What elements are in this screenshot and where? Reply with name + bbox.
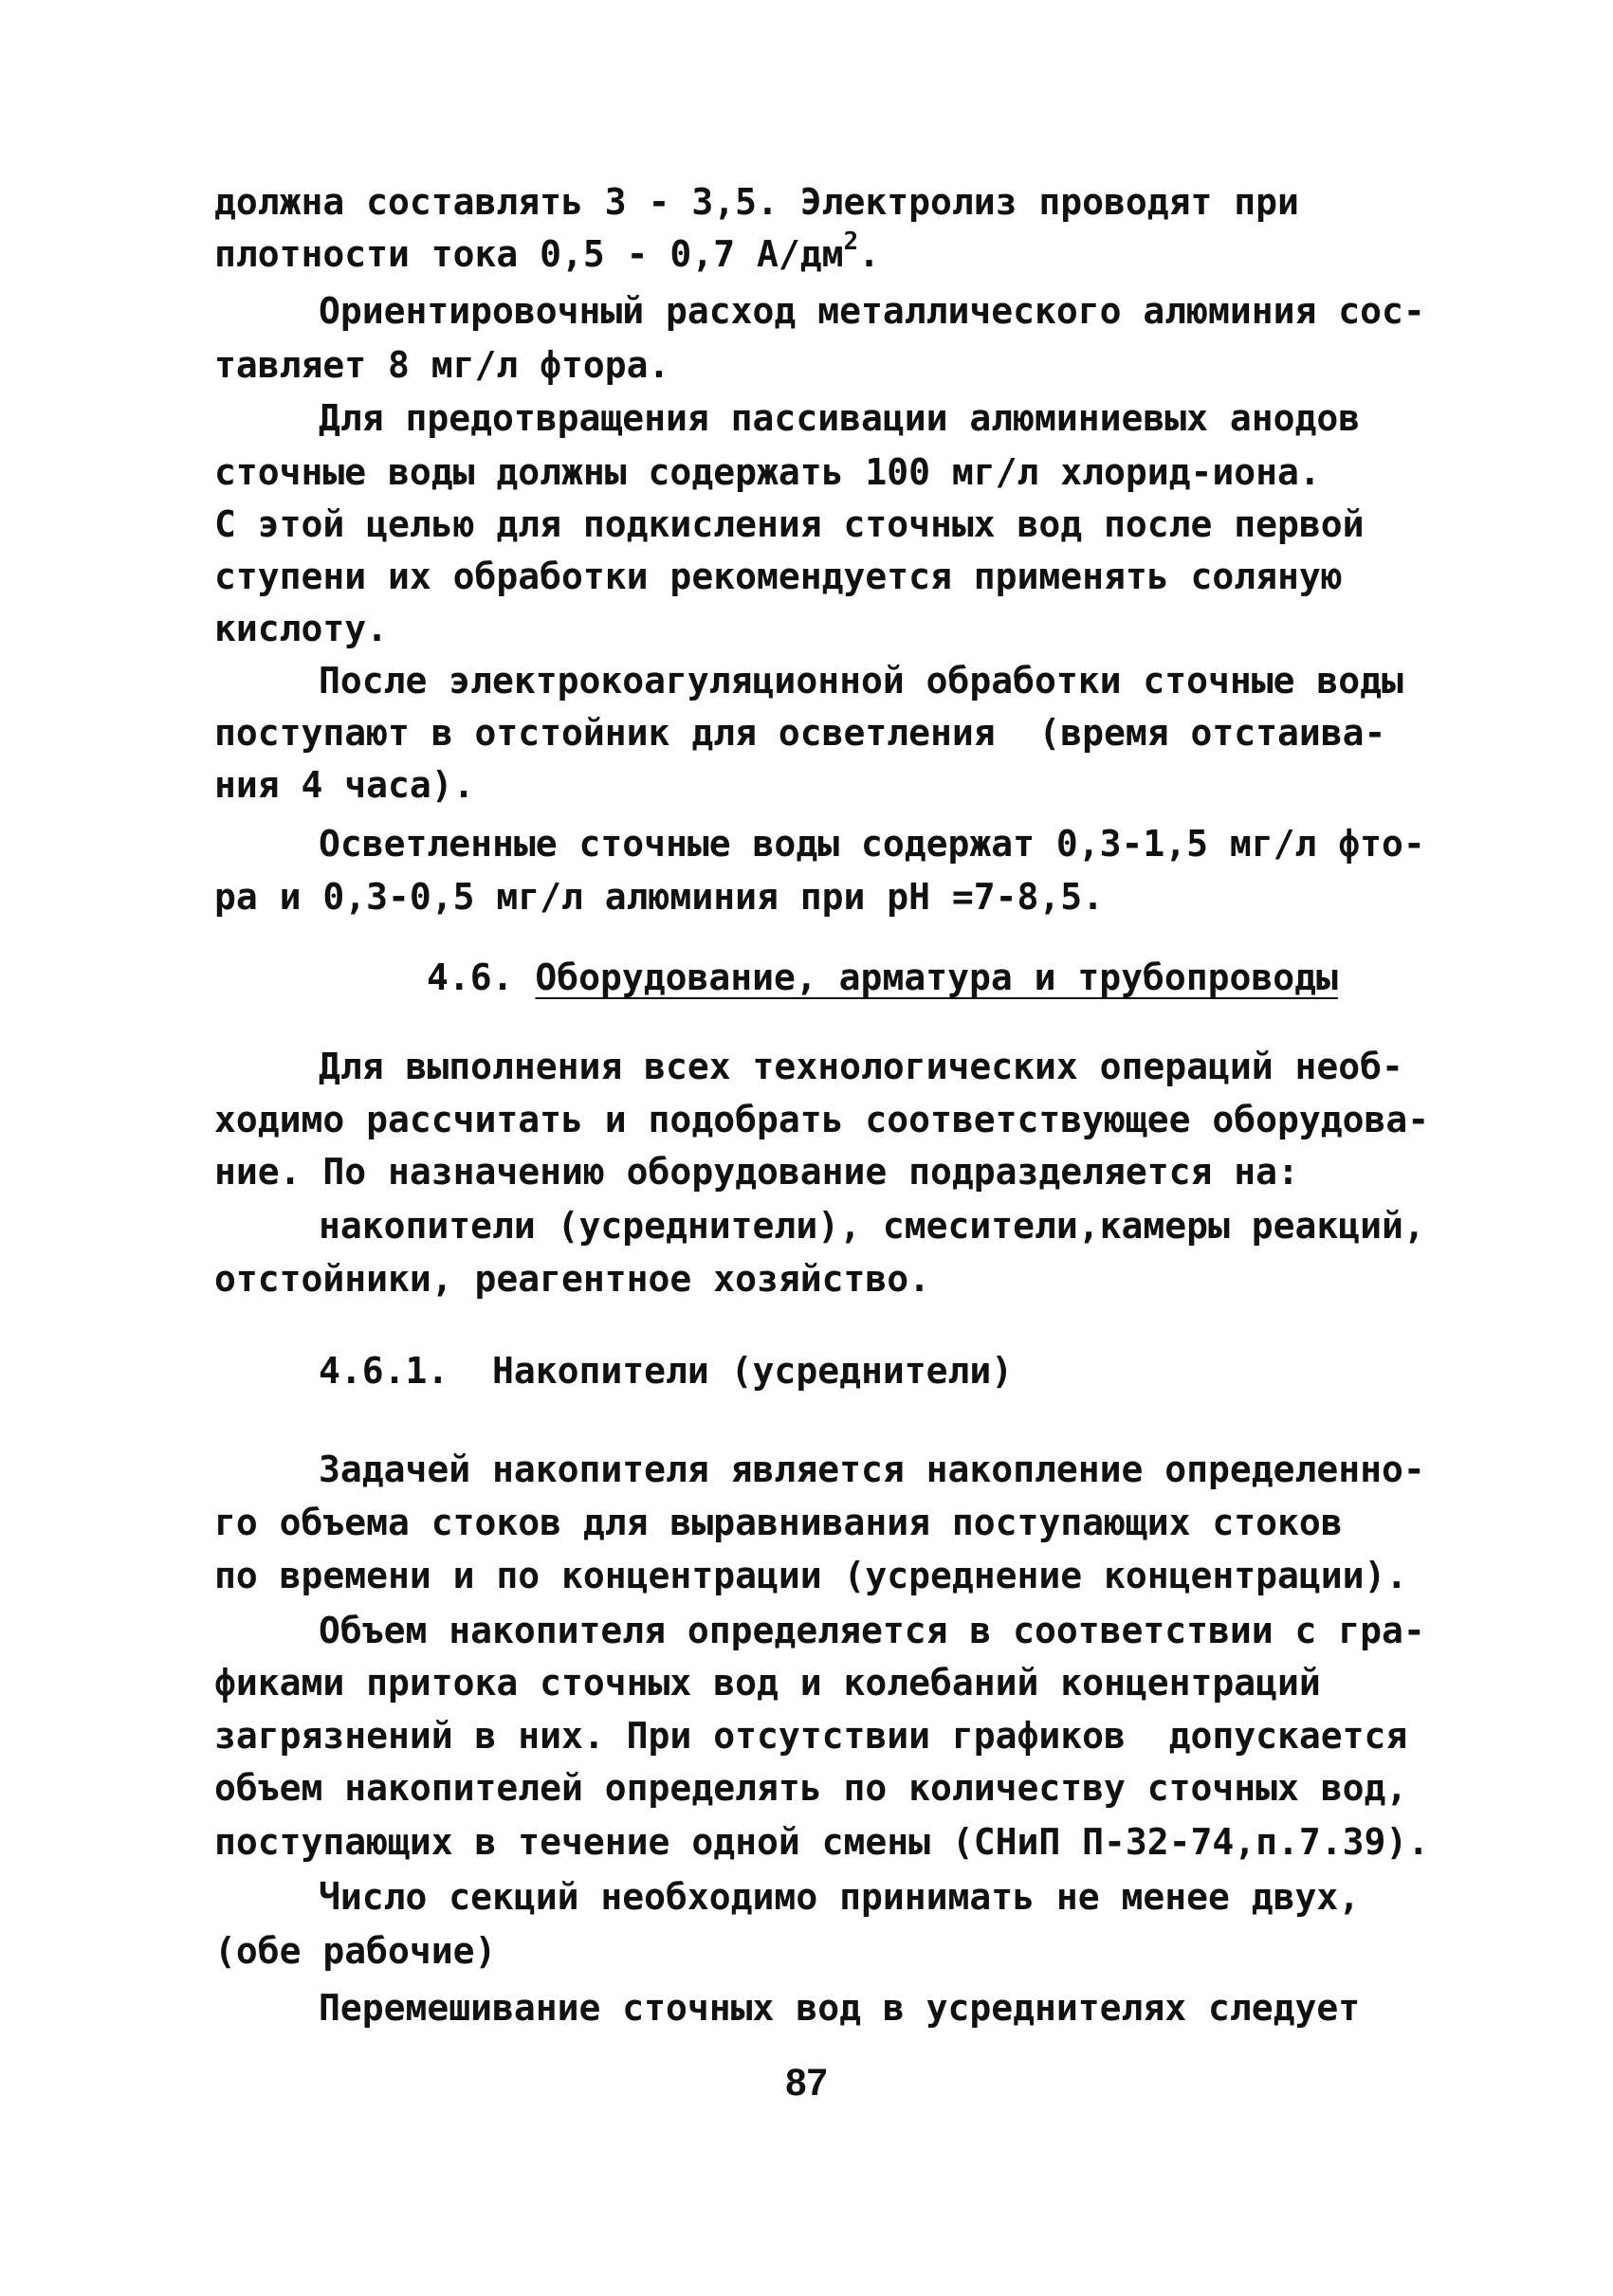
text-span: . [858, 233, 881, 275]
paragraph-first-line: Перемешивание сточных вод в усреднителях следует [319, 1987, 1361, 2029]
text-line: го объема стоков для выравнивания поступающих стоков [214, 1502, 1343, 1543]
text-line: ра и 0,3-0,5 мг/л алюминия при рН =7-8,5. [214, 876, 1104, 918]
paragraph-first-line: После электрокоагуляционной обработки сточные воды [319, 660, 1403, 702]
paragraph-first-line: Объем накопителя определяется в соответствии с гра- [319, 1610, 1425, 1651]
text-line: загрязнений в них. При отсутствии графиков допускается [214, 1715, 1408, 1757]
text-line: поступают в отстойник для осветления (время отстаива- [214, 712, 1386, 754]
text-line: тавляет 8 мг/л фтора. [214, 344, 670, 386]
paragraph-first-line: Задачей накопителя является накопление определенно- [319, 1449, 1425, 1490]
text-line: фиками притока сточных вод и колебаний концентраций [214, 1662, 1321, 1704]
text-line: накопители (усреднители), смесители,камеры реакций, [319, 1205, 1425, 1247]
text-line: С этой целью для подкисления сточных вод после первой [214, 503, 1365, 545]
paragraph-first-line: Число секций необходимо принимать не менее двух, [319, 1876, 1361, 1918]
section-heading [427, 951, 1338, 1004]
paragraph-first-line: Осветленные сточные воды содержат 0,3-1,5 мг/л фто- [319, 823, 1425, 865]
paragraph-first-line: Ориентировочный расход металлического алюминия сос- [319, 290, 1425, 332]
text-line: поступающих в течение одной смены (СНиП П-32-74,п.7.39). [214, 1821, 1430, 1863]
subsection-heading: 4.6.1. Накопители (усреднители) [319, 1350, 1014, 1392]
section-number: 4.6. [427, 957, 536, 998]
paragraph-first-line: Для выполнения всех технологических операций необ- [319, 1046, 1403, 1087]
text-line: ние. По назначению оборудование подразделяется на: [214, 1151, 1299, 1193]
paragraph-first-line: Для предотвращения пассивации алюминиевых анодов [319, 397, 1361, 439]
text-line: отстойники, реагентное хозяйство. [214, 1258, 930, 1300]
text-line: объем накопителей определять по количеству сточных вод, [214, 1767, 1408, 1809]
text-line: ступени их обработки рекомендуется применять соляную [214, 556, 1343, 597]
text-span: плотности тока 0,5 - 0,7 А/дм [214, 233, 844, 275]
superscript: 2 [843, 228, 859, 256]
text-line: ходимо рассчитать и подобрать соответствующее оборудова- [214, 1099, 1430, 1140]
text-line: сточные воды должны содержать 100 мг/л хлорид-иона. [214, 451, 1321, 493]
page-number: 87 [785, 2062, 828, 2104]
text-line: (обе рабочие) [214, 1930, 497, 1972]
text-line: должна составлять 3 - 3,5. Электролиз проводят при [214, 181, 1299, 223]
section-title: Оборудование, арматура и трубопроводы [535, 957, 1338, 998]
text-line: ния 4 часа). [214, 764, 475, 806]
text-line: по времени и по концентрации (усреднение концентрации). [214, 1555, 1408, 1596]
text-line [214, 228, 880, 281]
text-line: кислоту. [214, 608, 389, 649]
